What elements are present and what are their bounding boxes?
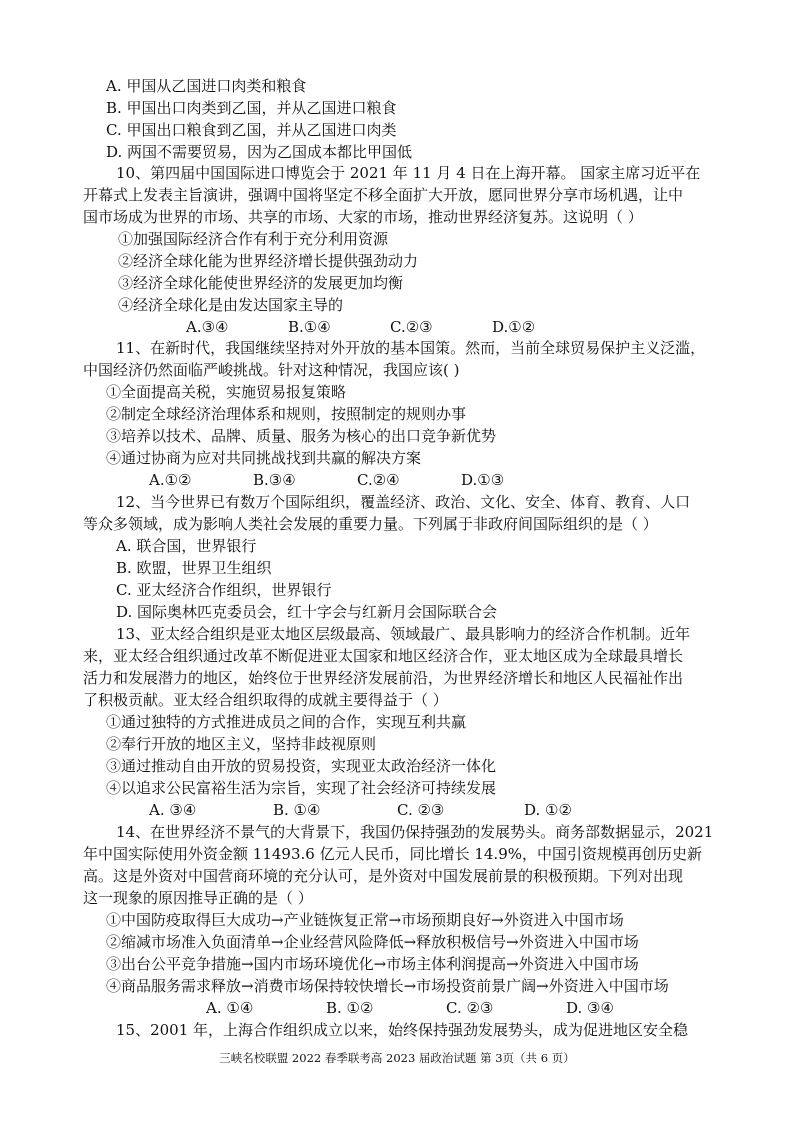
q13-stem-line: 来，亚太经合组织通过改革不断促进亚太国家和地区经济合作，亚太地区成为全球最具增长 [83,647,684,665]
q11-stem-line: 11、在新时代，我国继续坚持对外开放的基本国策。然而，当前全球贸易保护主义泛滥， [116,339,706,357]
q13-item-4: ④以追求公民富裕生活为宗旨，实现了社会经济可持续发展 [106,779,497,797]
q10-choice-c: C.②③ [390,318,433,336]
q12-option-d: D. 国际奥林匹克委员会，红十字会与红新月会国际联合会 [116,603,498,621]
q11-choices [149,469,504,491]
q14-item-2: ②缩减市场准入负面清单→企业经营风险降低→释放积极信号→外资进入中国市场 [106,933,639,951]
q14-choice-b: B. ①② [326,999,374,1017]
q9-option-a: A. 甲国从乙国进口肉类和粮食 [106,77,307,95]
q11-stem-line: 中国经济仍然面临严峻挑战。针对这种情况，我国应该( ) [83,361,460,379]
q11-choice-d: D.①③ [461,471,505,489]
q13-stem-line: 了积极贡献。亚太经合组织取得的成就主要得益于（ ） [83,691,448,709]
q14-item-4: ④商品服务需求释放→消费市场保持较快增长→市场投资前景广阔→外资进入中国市场 [106,977,669,995]
q13-item-2: ②奉行开放的地区主义，坚持非歧视原则 [106,735,377,753]
q13-choice-b: B. ①④ [273,801,321,819]
q14-item-1: ①中国防疫取得巨大成功→产业链恢复正常→市场预期良好→外资进入中国市场 [106,911,624,929]
q15-stem-line: 15、2001 年，上海合作组织成立以来，始终保持强劲发展势头，成为促进地区安全稳 [116,1021,689,1039]
q9-option-c: C. 甲国出口粮食到乙国，并从乙国进口肉类 [106,121,397,139]
q13-choice-a: A. ③④ [149,801,197,819]
q10-choice-a: A.③④ [186,318,229,336]
q13-choices [149,799,572,821]
q10-item-3: ③经济全球化能使世界经济的发展更加均衡 [118,274,404,292]
q11-choice-b: B.③④ [253,471,296,489]
q14-choices [206,997,614,1019]
q12-stem-line: 12、当今世界已有数万个国际组织，覆盖经济、政治、文化、安全、体育、教育、人口 [116,493,691,511]
q10-choice-b: B.①④ [288,318,331,336]
q13-choice-c: C. ②③ [397,801,445,819]
q11-item-2: ②制定全球经济治理体系和规则，按照制定的规则办事 [106,405,467,423]
q11-item-3: ③培养以技术、品牌、质量、服务为核心的出口竞争新优势 [106,427,497,445]
q9-option-d: D. 两国不需要贸易，因为乙国成本都比甲国低 [106,143,413,161]
q13-choice-d: D. ①② [524,801,572,819]
q12-option-c: C. 亚太经济合作组织，世界银行 [116,581,332,599]
q10-stem-line: 开幕式上发表主旨演讲，强调中国将坚定不移全面扩大开放，愿同世界分享市场机遇，让中 [83,186,684,204]
q9-option-b: B. 甲国出口肉类到乙国，并从乙国进口粮食 [106,99,397,117]
q14-stem-line: 这一现象的原因推导正确的是（ ） [83,889,313,907]
q14-stem-line: 年中国实际使用外资金额 11493.6 亿元人民币，同比增长 14.9%，中国引资规模再创历史新 [83,845,702,863]
q12-option-b: B. 欧盟，世界卫生组织 [116,559,272,577]
q10-stem-line: 10、第四届中国国际进口博览会于 2021 年 11 月 4 日在上海开幕。 国家主席习近平在 [116,164,701,182]
q14-stem-line: 14、在世界经济不景气的大背景下，我国仍保持强劲的发展势头。商务部数据显示，2021 [116,823,714,841]
q11-item-4: ④通过协商为应对共同挑战找到共赢的解决方案 [106,449,422,467]
q13-stem-line: 活力和发展潜力的地区，始终位于世界经济发展前沿，为世界经济增长和地区人民福祉作出 [83,669,684,687]
q12-option-a: A. 联合国，世界银行 [116,537,257,555]
q11-choice-a: A.①② [149,471,192,489]
q10-item-2: ②经济全球化能为世界经济增长提供强劲动力 [118,252,419,270]
q10-item-4: ④经济全球化是由发达国家主导的 [118,296,344,314]
q13-item-3: ③通过推动自由开放的贸易投资，实现亚太政治经济一体化 [106,757,497,775]
q10-item-1: ①加强国际经济合作有利于充分利用资源 [118,230,389,248]
q10-choices [186,316,535,338]
q10-choice-d: D.①② [492,318,536,336]
q13-item-1: ①通过独特的方式推进成员之间的合作，实现互利共赢 [106,713,467,731]
q13-stem-line: 13、亚太经合组织是亚太地区层级最高、领域最广、最具影响力的经济合作机制。近年 [116,625,691,643]
q11-choice-c: C.②④ [357,471,400,489]
q14-choice-a: A. ①④ [206,999,254,1017]
page-footer: 三峡名校联盟 2022 春季联考高 2023 届政治试题 第 3页（共 6 页） [219,1051,575,1065]
q11-item-1: ①全面提高关税，实施贸易报复策略 [106,383,347,401]
q12-stem-line: 等众多领域，成为影响人类社会发展的重要力量。下列属于非政府间国际组织的是（ ） [83,515,658,533]
q10-stem-line: 国市场成为世界的市场、共享的市场、大家的市场，推动世界经济复苏。这说明（ ） [83,208,643,226]
q14-item-3: ③出台公平竞争措施→国内市场环境优化→市场主体利润提高→外资进入中国市场 [106,955,639,973]
q14-choice-c: C. ②③ [446,999,494,1017]
q14-stem-line: 高。这是外资对中国营商环境的充分认可，是外资对中国发展前景的积极预期。下列对出现 [83,867,684,885]
q14-choice-d: D. ③④ [566,999,614,1017]
